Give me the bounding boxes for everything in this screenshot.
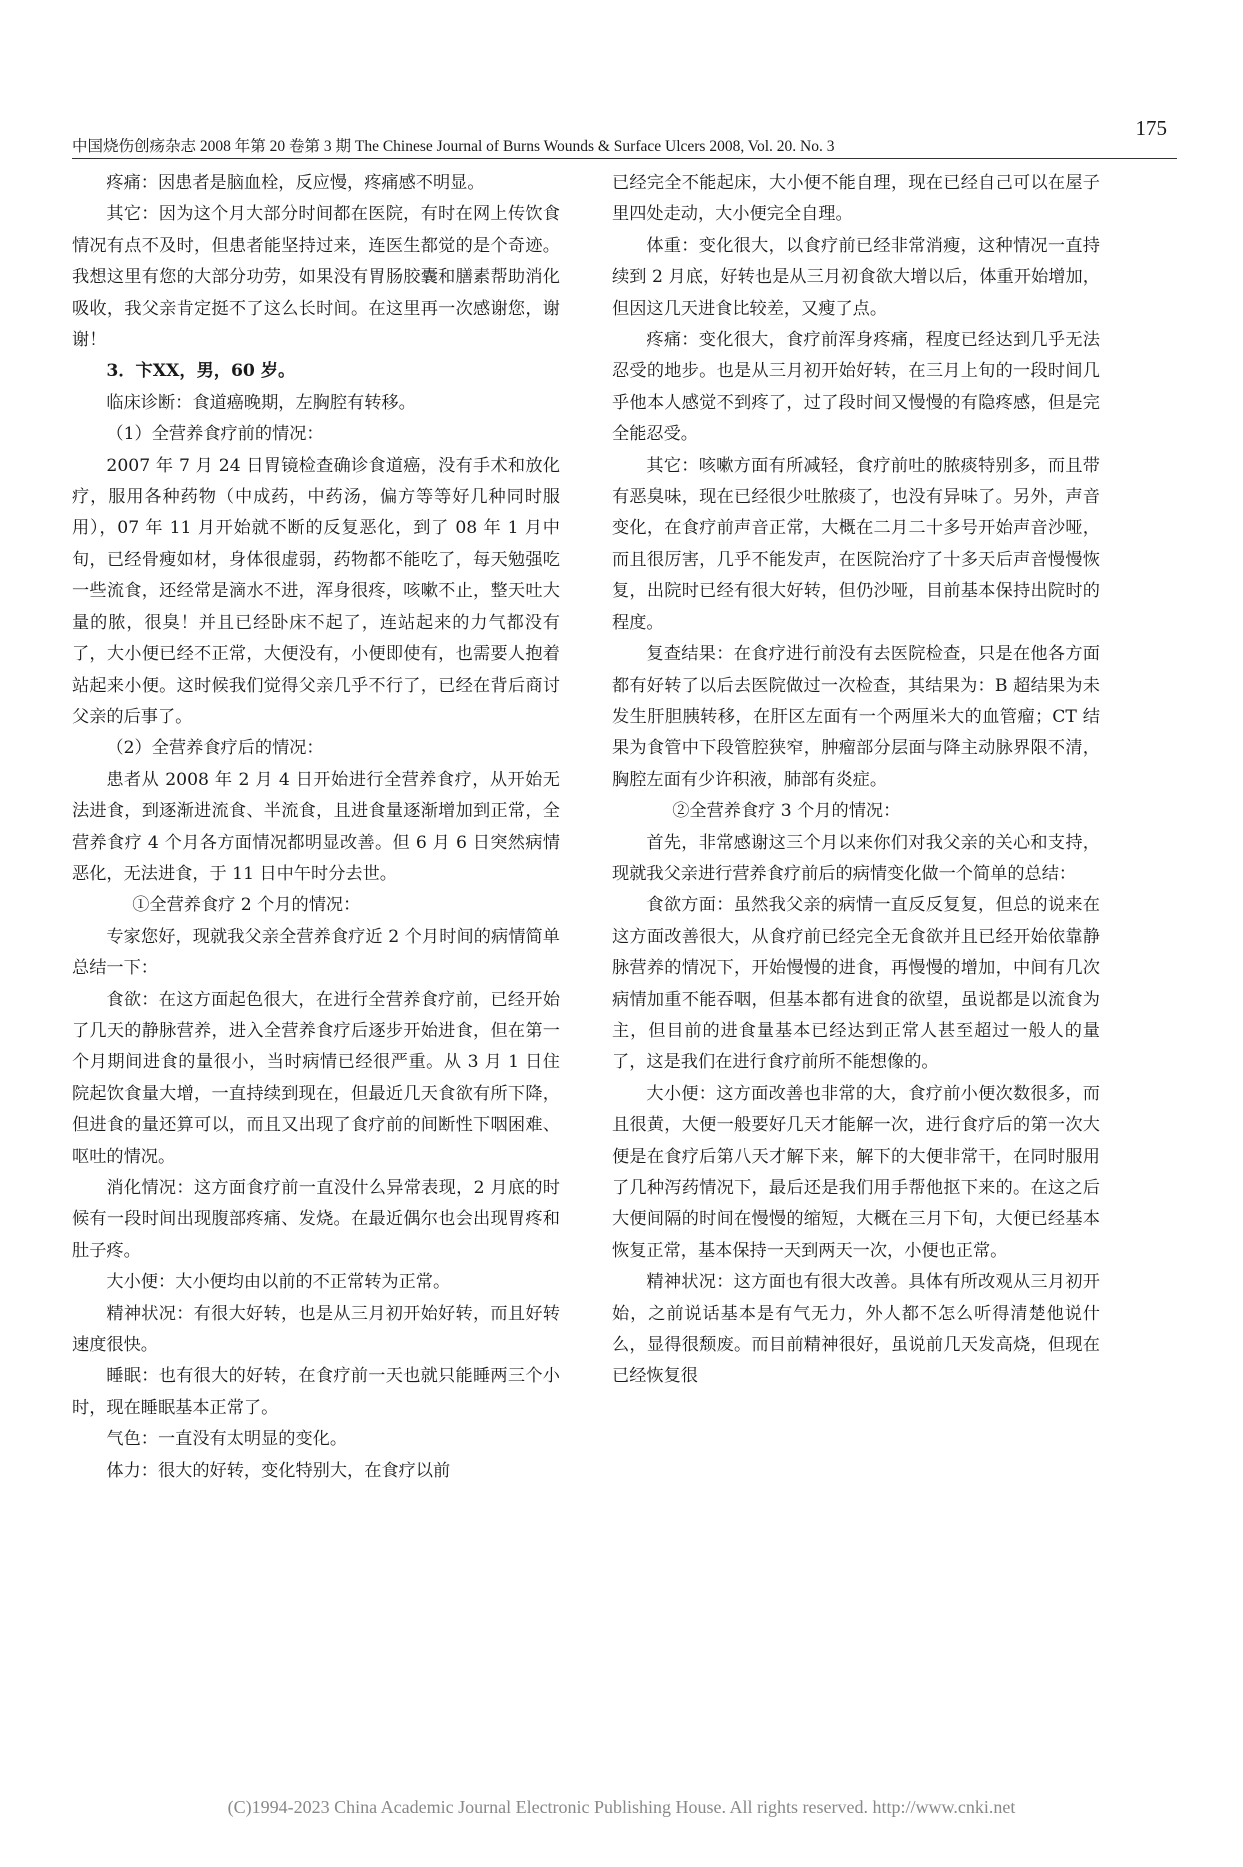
paragraph: 其它：因为这个月大部分时间都在医院，有时在网上传饮食情况有点不及时，但患者能坚持过来，连医生都觉的是个奇迹。我想这里有您的大部分功劳，如果没有胃肠胶囊和膳素帮助消化吸收，我父亲肯定挺不了这么长时间。在这里再一次感谢您，谢谢！ (72, 204, 560, 351)
paragraph: 体重：变化很大，以食疗前已经非常消瘦，这种情况一直持续到 2 月底，好转也是从三月初食欲大增以后，体重开始增加，但因这几天进食比较差，又瘦了点。 (612, 235, 1100, 319)
paragraph: 疼痛：因患者是脑血栓，反应慢，疼痛感不明显。 (106, 173, 485, 193)
copyright-footer: (C)1994-2023 China Academic Journal Electronic Publishing House. All rights reserved. http://www.cnki.net (227, 1797, 1016, 1817)
paragraph: ②全营养食疗 3 个月的情况： (672, 801, 901, 822)
paragraph: 体力：很大的好转，变化特别大，在食疗以前 (106, 1460, 451, 1481)
header-rule (72, 158, 1177, 159)
paragraph: 消化情况：这方面食疗前一直没什么异常表现，2 月底的时候有一段时间出现腹部疼痛、发烧。在最近偶尔也会出现胃疼和肚子疼。 (72, 1178, 560, 1261)
running-header (72, 116, 1177, 156)
paragraph: 专家您好，现就我父亲全营养食疗近 2 个月时间的病情简单总结一下： (72, 926, 560, 979)
paragraph: 已经完全不能起床，大小便不能自理，现在已经自己可以在屋子里四处走动，大小便完全自理。 (612, 173, 1100, 225)
paragraph: 食欲方面：虽然我父亲的病情一直反反复复，但总的说来在这方面改善很大，从食疗前已经完全无食欲并且已经开始依靠静脉营养的情况下，开始慢慢的进食，再慢慢的增加，中间有几次病情加重不能吞咽，但基本都有进食的欲望，虽说都是以流食为主，但目前的进食量基本已经达到正常人甚至超过一般人的量了，这是我们在进行食疗前所不能想像的。 (612, 895, 1100, 1073)
paragraph: 患者从 2008 年 2 月 4 日开始进行全营养食疗，从开始无法进食，到逐渐进流食、半流食，且进食量逐渐增加到正常，全营养食疗 4 个月各方面情况都明显改善。但 6 月 6 日突然病情恶化，无法进食，于 11 日中午时分去世。 (72, 769, 560, 884)
paragraph: 精神状况：有很大好转，也是从三月初开始好转，而且好转速度很快。 (72, 1303, 560, 1356)
paragraph: 大小便：这方面改善也非常的大，食疗前小便次数很多，而且很黄，大便一般要好几天才能解一次，进行食疗后的第一次大便是在食疗后第八天才解下来，解下的大便非常干，在同时服用了几种泻药情况下，最后还是我们用手帮他抠下来的。在这之后大便间隔的时间在慢慢的缩短，大概在三月下旬，大便已经基本恢复正常，基本保持一天到两天一次，小便也正常。 (612, 1083, 1100, 1261)
paragraph: 气色：一直没有太明显的变化。 (106, 1429, 348, 1450)
paragraph: ①全营养食疗 2 个月的情况： (132, 895, 361, 916)
paragraph: 其它：咳嗽方面有所减轻，食疗前吐的脓痰特别多，而且带有恶臭味，现在已经很少吐脓痰了，也没有异味了。另外，声音变化，在食疗前声音正常，大概在二月二十多号开始声音沙哑，而且很厉害，几乎不能发声，在医院治疗了十多天后声音慢慢恢复，出院时已经有很大好转，但仍沙哑，目前基本保持出院时的程度。 (612, 455, 1100, 633)
paragraph: （1）全营养食疗前的情况： (106, 424, 324, 445)
paragraph: 临床诊断：食道癌晚期，左胸腔有转移。 (106, 392, 416, 413)
paragraph: 3．卞XX，男，60 岁。 (106, 361, 296, 382)
paragraph: 大小便：大小便均由以前的不正常转为正常。 (106, 1272, 451, 1293)
paragraph: 复查结果：在食疗进行前没有去医院检查，只是在他各方面都有好转了以后去医院做过一次检查，其结果为：B 超结果为未发生肝胆胰转移，在肝区左面有一个两厘米大的血管瘤；CT 结果为食管中下段管腔狭窄，肿瘤部分层面与降主动脉界限不清，胸腔左面有少许积液，肺部有炎症。 (612, 644, 1100, 790)
journal-citation: 中国烧伤创疡杂志 2008 年第 20 卷第 3 期 The Chinese Journal of Burns Wounds & Surface Ulcers 2008, Vol. 20. No. 3 (72, 138, 835, 155)
left-column (72, 168, 560, 1487)
page-number: 175 (1135, 116, 1167, 140)
paragraph: 食欲：在这方面起色很大，在进行全营养食疗前，已经开始了几天的静脉营养，进入全营养食疗后逐步开始进食，但在第一个月期间进食的量很小，当时病情已经很严重。从 3 月 1 日住院起饮食量大增，一直持续到现在，但最近几天食欲有所下降，但进食的量还算可以，而且又出现了食疗前的间断性下咽困难、呕吐的情况。 (72, 989, 560, 1167)
right-column (612, 168, 1100, 1393)
paragraph: 精神状况：这方面也有很大改善。具体有所改观从三月初开始，之前说话基本是有气无力，外人都不怎么听得清楚他说什么，显得很颓废。而目前精神很好，虽说前几天发高烧，但现在已经恢复很 (612, 1272, 1100, 1387)
paragraph: 疼痛：变化很大，食疗前浑身疼痛，程度已经达到几乎无法忍受的地步。也是从三月初开始好转，在三月上旬的一段时间几乎他本人感觉不到疼了，过了段时间又慢慢的有隐疼感，但是完全能忍受。 (612, 330, 1100, 445)
paragraph: 2007 年 7 月 24 日胃镜检查确诊食道癌，没有手术和放化疗，服用各种药物（中成药，中药汤，偏方等等好几种同时服用），07 年 11 月开始就不断的反复恶化，到了 08 年 1 月中旬，已经骨瘦如材，身体很虚弱，药物都不能吃了，每天勉强吃一些流食，还经常是滴水不进，浑身很疼，咳嗽不止，整天吐大量的脓，很臭！并且已经卧床不起了，连站起来的力气都没有了，大小便已经不正常，大便没有，小便即使有，也需要人抱着站起来小便。这时候我们觉得父亲几乎不行了，已经在背后商讨父亲的后事了。 (72, 455, 560, 727)
paragraph: 首先，非常感谢这三个月以来你们对我父亲的关心和支持，现就我父亲进行营养食疗前后的病情变化做一个简单的总结： (612, 832, 1100, 884)
paragraph: 睡眠：也有很大的好转，在食疗前一天也就只能睡两三个小时，现在睡眠基本正常了。 (72, 1366, 560, 1418)
paragraph: （2）全营养食疗后的情况： (106, 738, 324, 759)
